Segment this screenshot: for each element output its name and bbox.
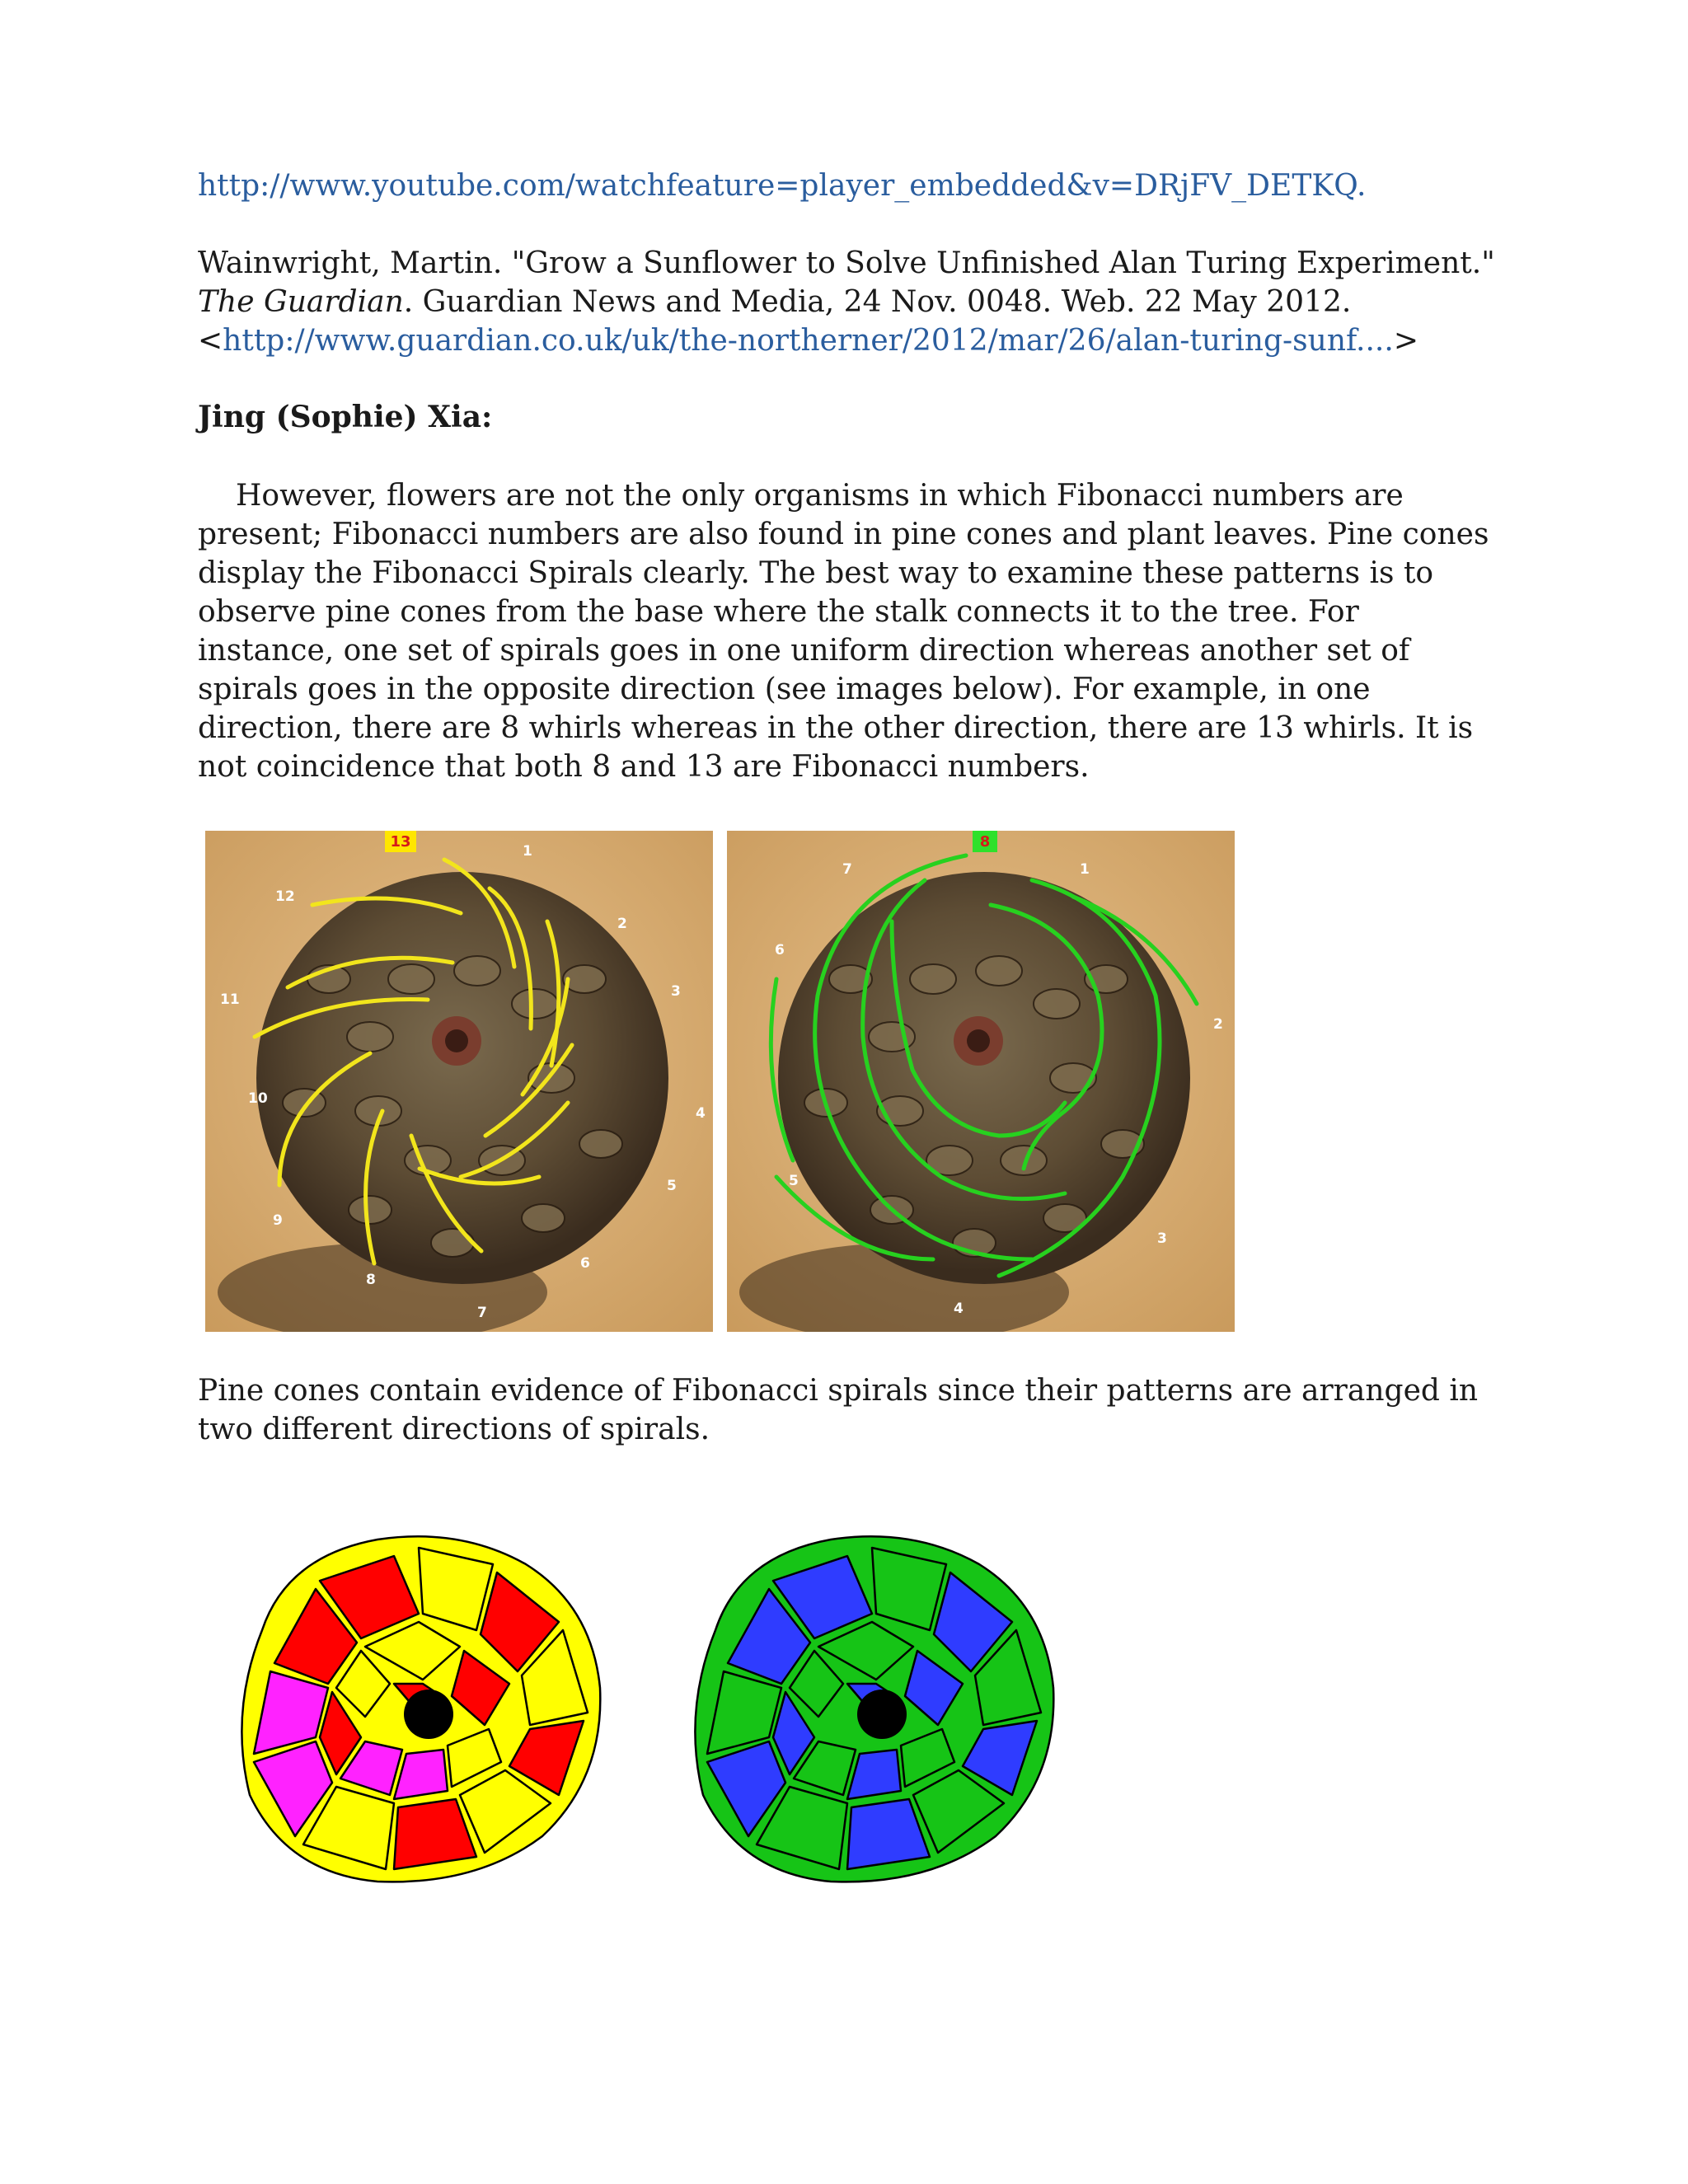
youtube-link[interactable]: http://www.youtube.com/watchfeature=player_embedded&v=DRjFV_DETKQ. — [198, 169, 1367, 203]
pine-cone-body — [256, 872, 668, 1284]
spiral-diagram-cool — [666, 1507, 1095, 1894]
spiral-label: 7 — [477, 1305, 487, 1321]
spiral-label: 4 — [954, 1301, 964, 1317]
citation-lt: < — [198, 324, 223, 358]
spiral-label: 6 — [775, 942, 785, 958]
guardian-link[interactable]: http://www.guardian.co.uk/uk/the-northerner/2012/mar/26/alan-turing-sunf.... — [223, 324, 1394, 358]
spiral-count-label: 13 — [390, 833, 411, 851]
spiral-label: 6 — [580, 1255, 590, 1272]
spiral-label: 4 — [696, 1105, 706, 1122]
spiral-label: 12 — [275, 888, 295, 905]
spiral-label: 2 — [1213, 1016, 1223, 1033]
spiral-count-label: 8 — [979, 833, 991, 851]
spiral-label: 11 — [220, 991, 240, 1008]
citation-details: . Guardian News and Media, 24 Nov. 0048. Web. 22 May 2012. — [403, 285, 1352, 319]
spiral-label: 3 — [671, 983, 681, 1000]
author-heading: Jing (Sophie) Xia: — [198, 400, 493, 434]
diagram-center — [404, 1690, 453, 1739]
spiral-label: 10 — [248, 1090, 268, 1107]
spiral-label: 3 — [1157, 1230, 1167, 1247]
citation-wainwright — [198, 244, 1500, 360]
reference-url-youtube — [198, 166, 1500, 205]
figure-caption: Pine cones contain evidence of Fibonacci spirals since their patterns are arranged in two different directions of spirals. — [198, 1374, 1479, 1446]
spiral-label: 2 — [617, 916, 627, 932]
citation-text: Wainwright, Martin. "Grow a Sunflower to Solve Unfinished Alan Turing Experiment." — [198, 246, 1495, 280]
spiral-label: 1 — [1080, 861, 1090, 878]
spiral-label: 9 — [273, 1212, 283, 1229]
pine-cone-photo-8-spirals — [727, 831, 1235, 1332]
spiral-diagram-warm — [213, 1507, 641, 1894]
pine-cone-photo-13-spirals — [205, 831, 713, 1332]
diagram-center — [857, 1690, 907, 1739]
spiral-label: 7 — [842, 861, 852, 878]
spiral-label: 5 — [789, 1173, 799, 1189]
citation-publication: The Guardian — [198, 285, 404, 319]
spiral-label: 1 — [523, 843, 532, 860]
spiral-label: 5 — [667, 1178, 677, 1194]
citation-gt: > — [1393, 324, 1418, 358]
spiral-label: 8 — [366, 1272, 376, 1288]
body-paragraph: However, flowers are not the only organisms in which Fibonacci numbers are present; Fibonacci numbers are also found in pine cones and plant leaves. Pine cones display the Fibonacci Spirals clearly. The best way to examine these patterns is to observe pine cones from the base where the stalk connects it to the tree. For instance, one set of spirals goes in one uniform direction whereas another set of spirals goes in the opposite direction (see images below). For example, in one direction, there are 8 whirls whereas in the other direction, there are 13 whirls. It is not coincidence that both 8 and 13 are Fibonacci numbers. — [198, 479, 1489, 784]
